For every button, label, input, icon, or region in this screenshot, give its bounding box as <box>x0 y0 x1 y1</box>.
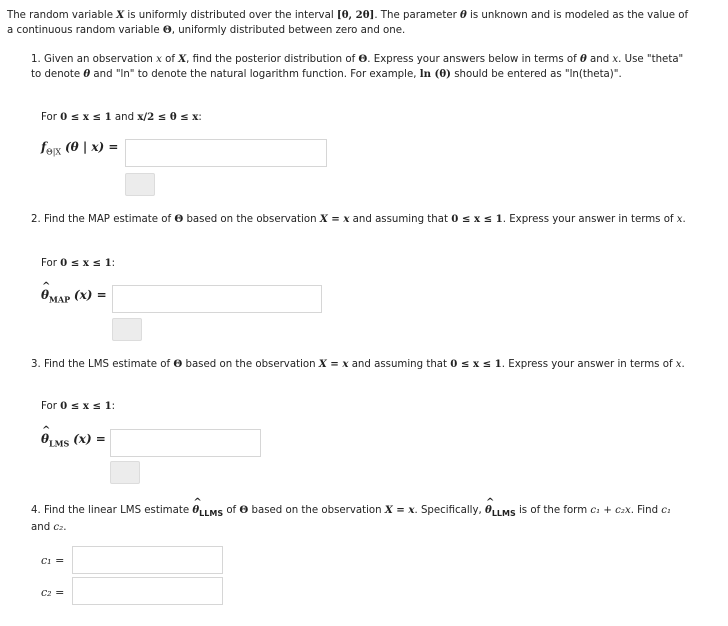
problem-intro: The random variable X is uniformly distributed over the interval [θ, 2θ]. The parameter θ is unknown and is modeled as the value of a continuous random variable Θ, uniformly distributed between zero and one. <box>7 9 689 36</box>
map-estimate-label: ^ $\theta_{MAP}$ (x) = <box>41 288 107 304</box>
question-4-text: 4. Find the linear LMS estimate ^ $\theta_{LLMS}$ of Θ based on the observation X = x. Specifically, ^ $\theta_{LLMS}$ is of the form c₁ + c₂x. Find c₁ and c₂. <box>31 503 691 535</box>
c2-answer-input[interactable] <box>72 577 223 605</box>
lms-answer-input[interactable] <box>110 429 261 457</box>
question-3-text: 3. Find the LMS estimate of Θ based on the observation X = x and assuming that 0 ≤ x ≤ 1. Express your answer in terms of x. <box>31 358 685 370</box>
c1-answer-input[interactable] <box>72 546 223 574</box>
map-preview-button[interactable] <box>112 318 142 341</box>
lms-preview-button[interactable] <box>110 461 140 484</box>
question-2-text: 2. Find the MAP estimate of Θ based on the observation X = x and assuming that 0 ≤ x ≤ 1. Express your answer in terms of x. <box>31 213 686 225</box>
map-answer-input[interactable] <box>112 285 322 313</box>
question-3-condition: For 0 ≤ x ≤ 1: <box>41 400 116 412</box>
posterior-label: $f_{\Theta|X}$ (θ | x) = <box>41 140 119 157</box>
question-1-text: 1. Given an observation x of X, find the posterior distribution of Θ. Express your answers below in terms of θ and x. Use "theta" to denote θ and "ln" to denote the natural logarithm function. For example, ln (θ) should be entered as "ln(theta)". <box>31 53 684 80</box>
question-1-condition: For 0 ≤ x ≤ 1 and x/2 ≤ θ ≤ x: <box>41 111 202 123</box>
posterior-answer-input[interactable] <box>125 139 327 167</box>
posterior-preview-button[interactable] <box>125 173 155 196</box>
question-2 <box>31 212 691 227</box>
question-1 <box>31 52 691 82</box>
question-4 <box>31 503 691 535</box>
c2-label: c₂ = <box>41 586 65 599</box>
question-3 <box>31 357 691 372</box>
question-2-condition: For 0 ≤ x ≤ 1: <box>41 257 116 269</box>
lms-estimate-label: ^ $\theta_{LMS}$ (x) = <box>41 432 106 448</box>
c1-label: c₁ = <box>41 554 65 567</box>
